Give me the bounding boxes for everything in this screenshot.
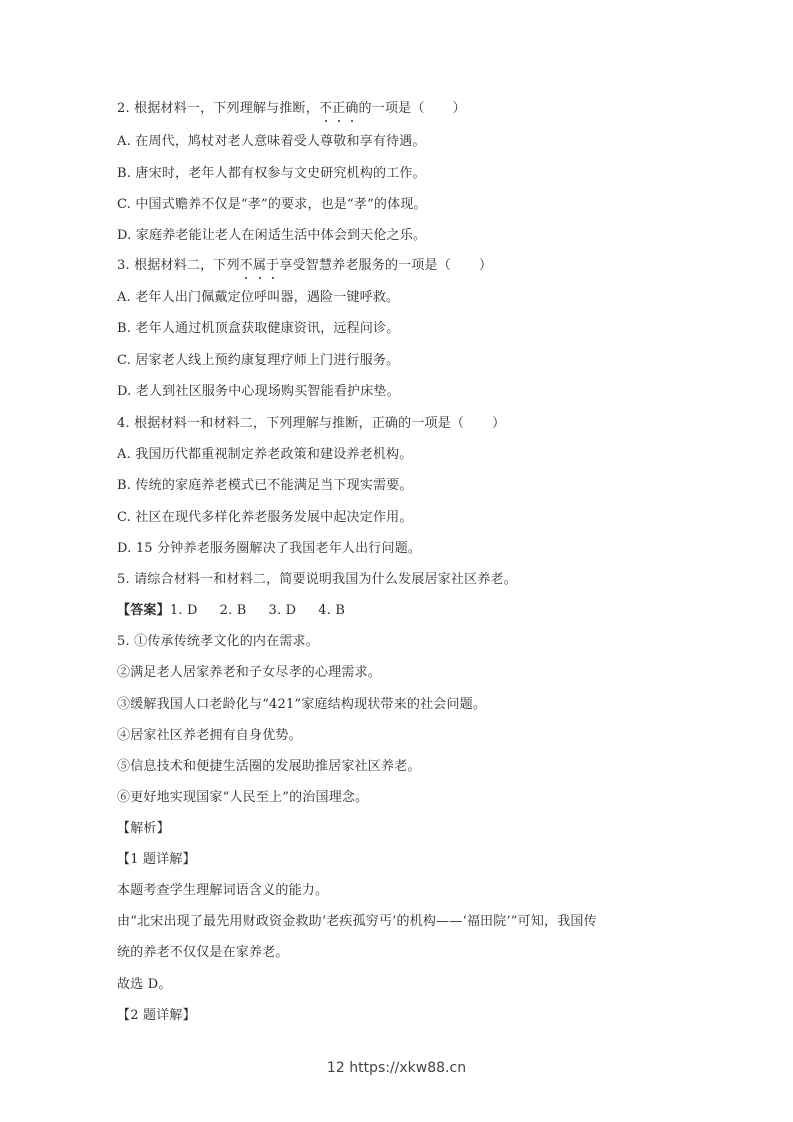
question-4-option-c: C. 社区在现代多样化养老服务发展中起决定作用。 [117, 510, 413, 525]
analysis-q1-line-3: 统的养老不仅仅是在家养老。 [117, 945, 289, 960]
question-2-option-c: C. 中国式赡养不仅是“孝”的要求，也是“孝”的体现。 [117, 197, 427, 212]
stem-text: 的一项是（ [358, 101, 425, 116]
question-2-option-a: A. 在周代，鸠杖对老人意味着受人尊敬和享有待遇。 [117, 134, 426, 149]
question-4-option-d: D. 15 分钟养老服务圈解决了我国老年人出行问题。 [117, 541, 422, 556]
answer-item: 1. D [169, 603, 198, 618]
answer-item: 4. B [318, 603, 346, 618]
answer-q5-point-6: ⑥更好地实现国家“人民至上”的治国理念。 [117, 790, 369, 805]
stem-text: ） [478, 258, 493, 273]
answer-key [117, 602, 345, 620]
emph-char: 正 [332, 101, 346, 116]
emph-char: 不 [239, 258, 253, 273]
analysis-q1-line-1: 本题考查学生理解词语含义的能力。 [117, 883, 329, 898]
emphasized-text [319, 101, 359, 116]
page-footer [0, 1060, 793, 1076]
analysis-q1-heading: 【1 题详解】 [117, 852, 196, 867]
answer-q5-point-4: ④居家社区养老拥有自身优势。 [117, 728, 302, 743]
stem-text: ） [452, 101, 466, 116]
stem-text: ） [492, 416, 506, 431]
analysis-q2-heading: 【2 题详解】 [117, 1008, 196, 1023]
answer-q5-point-3: ③缓解我国人口老龄化与“421”家庭结构现状带来的社会问题。 [117, 697, 487, 712]
analysis-label: 【解析】 [117, 821, 170, 836]
question-4-option-b: B. 传统的家庭养老模式已不能满足当下现实需要。 [117, 478, 413, 493]
analysis-q1-line-4: 故选 D。 [117, 977, 172, 992]
emph-char: 属 [252, 258, 267, 273]
emph-char: 于 [266, 258, 280, 273]
page-number: 12 [326, 1060, 345, 1076]
stem-text: 3. 根据材料二，下列 [117, 258, 240, 273]
answer-label: 【答案】 [117, 603, 170, 618]
answer-q5-point-5: ⑤信息技术和便捷生活圈的发展助推居家社区养老。 [117, 759, 421, 774]
emph-char: 确 [345, 101, 359, 116]
answer-q5-point-2: ②满足老人居家养老和子女尽孝的心理需求。 [117, 665, 382, 680]
answer-item: 3. D [268, 603, 297, 618]
footer-url: https://xkw88.cn [349, 1060, 467, 1076]
question-3-option-c: C. 居家老人线上预约康复理疗师上门进行服务。 [117, 353, 400, 368]
analysis-q1-line-2: 由“北宋出现了最先用财政资金救助‘老疾孤穷丐’的机构——‘福田院’”可知，我国传 [117, 914, 597, 929]
question-3-option-d: D. 老人到社区服务中心现场购买智能看护床垫。 [117, 384, 400, 399]
question-4-option-a: A. 我国历代都重视制定养老政策和建设养老机构。 [117, 447, 413, 462]
question-2-option-b: B. 唐宋时，老年人都有权参与文史研究机构的工作。 [117, 166, 426, 181]
answer-item: 2. B [219, 603, 247, 618]
question-2-option-d: D. 家庭养老能让老人在闲适生活中体会到天伦之乐。 [117, 228, 427, 243]
stem-text: 2. 根据材料一，下列理解与推断， [117, 101, 319, 116]
answer-q5-point-1: 5. ①传承传统孝文化的内在需求。 [117, 634, 319, 649]
question-3-stem [117, 257, 492, 275]
stem-text: 享受智慧养老服务的一项是（ [279, 258, 451, 273]
emph-char: 不 [318, 101, 333, 116]
emphasized-text [240, 258, 280, 273]
question-3-option-a: A. 老年人出门佩戴定位呼叫器，遇险一键呼救。 [117, 290, 400, 305]
question-3-option-b: B. 老年人通过机顶盒获取健康资讯，远程问诊。 [117, 321, 400, 336]
stem-text: 4. 根据材料一和材料二，下列理解与推断，正确的一项是（ [117, 416, 465, 431]
question-2-stem [117, 100, 466, 118]
question-4-stem [117, 415, 505, 433]
question-5-stem: 5. 请综合材料一和材料二，简要说明我国为什么发展居家社区养老。 [117, 572, 517, 587]
